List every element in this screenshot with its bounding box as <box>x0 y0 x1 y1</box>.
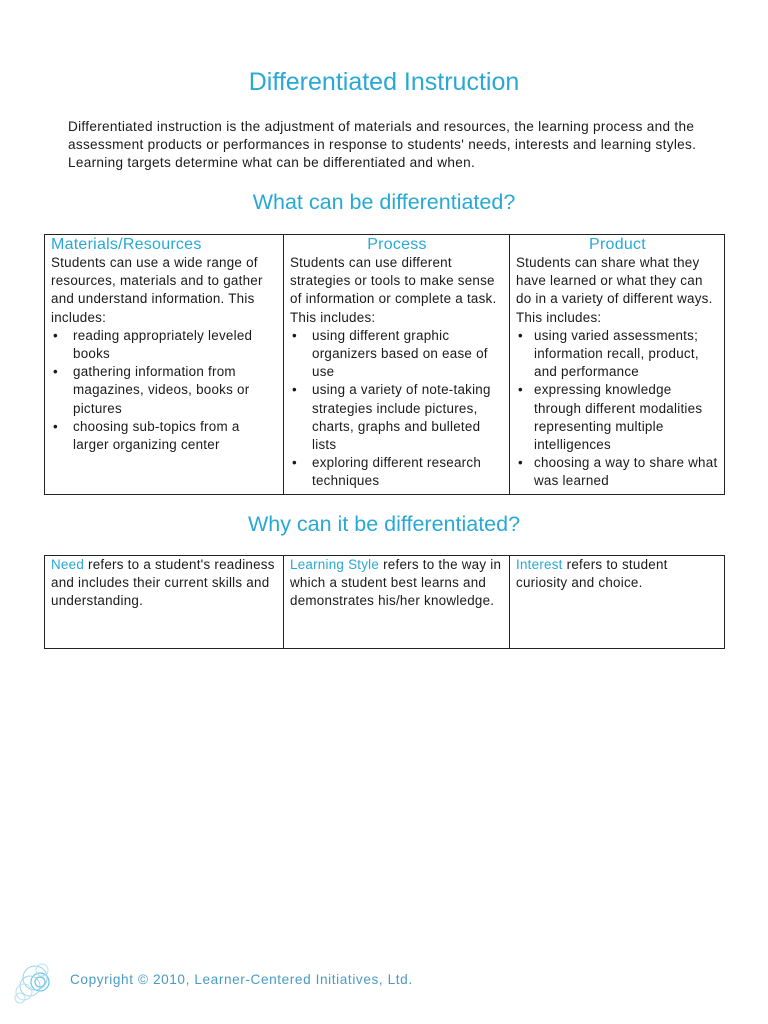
product-header: Product <box>589 236 646 253</box>
product-list <box>516 327 719 491</box>
materials-text: Students can use a wide range of resources, materials and to gather and understand information. This includes: <box>51 255 263 325</box>
materials-header: Materials/Resources <box>51 236 202 253</box>
product-cell <box>510 235 725 495</box>
learning-style-term: Learning Style <box>290 557 380 572</box>
product-text: Students can share what they have learned or what they can do in a variety of different ways. This includes: <box>516 255 713 325</box>
intro-paragraph: Differentiated instruction is the adjustment of materials and resources, the learning process and the assessment products or performances in response to students' needs, interests and learning styles. Learning targets determine what can be differentiated and when. <box>68 119 697 170</box>
list-item: • reading appropriately leveled books <box>51 327 278 363</box>
process-cell <box>284 235 510 495</box>
materials-cell <box>45 235 284 495</box>
interest-term: Interest <box>516 557 563 572</box>
need-text: refers to a student's readiness and includes their current skills and understanding. <box>51 557 275 609</box>
need-cell <box>45 556 284 649</box>
copyright-footer: Copyright © 2010, Learner-Centered Initiatives, Ltd. <box>70 972 413 987</box>
what-table <box>44 234 725 495</box>
process-list <box>290 327 504 491</box>
list-item: • choosing sub-topics from a larger organizing center <box>51 418 278 454</box>
list-item: • expressing knowledge through different modalities representing multiple intelligences <box>516 381 719 454</box>
list-item: • using a variety of note-taking strategies include pictures, charts, graphs and bulleted lists <box>290 381 504 454</box>
materials-list <box>51 327 278 454</box>
style-cell <box>284 556 510 649</box>
list-item: • using varied assessments; information recall, product, and performance <box>516 327 719 382</box>
need-term: Need <box>51 557 85 572</box>
list-item: • using different graphic organizers based on ease of use <box>290 327 504 382</box>
list-item: • gathering information from magazines, videos, books or pictures <box>51 363 278 418</box>
process-text: Students can use different strategies or tools to make sense of information or complete a task. This includes: <box>290 255 497 325</box>
list-item: • exploring different research techniques <box>290 454 504 490</box>
interest-cell <box>510 556 725 649</box>
page-title: Differentiated Instruction <box>248 68 520 96</box>
process-header: Process <box>367 236 427 253</box>
list-item: • choosing a way to share what was learned <box>516 454 719 490</box>
why-heading: Why can it be differentiated? <box>247 512 521 536</box>
interest-text: refers to student curiosity and choice. <box>516 557 668 591</box>
why-table <box>44 555 725 649</box>
what-heading: What can be differentiated? <box>252 190 516 214</box>
learning-style-text: refers to the way in which a student best learns and demonstrates his/her knowledge. <box>290 557 502 609</box>
logo-icon <box>8 956 58 1012</box>
